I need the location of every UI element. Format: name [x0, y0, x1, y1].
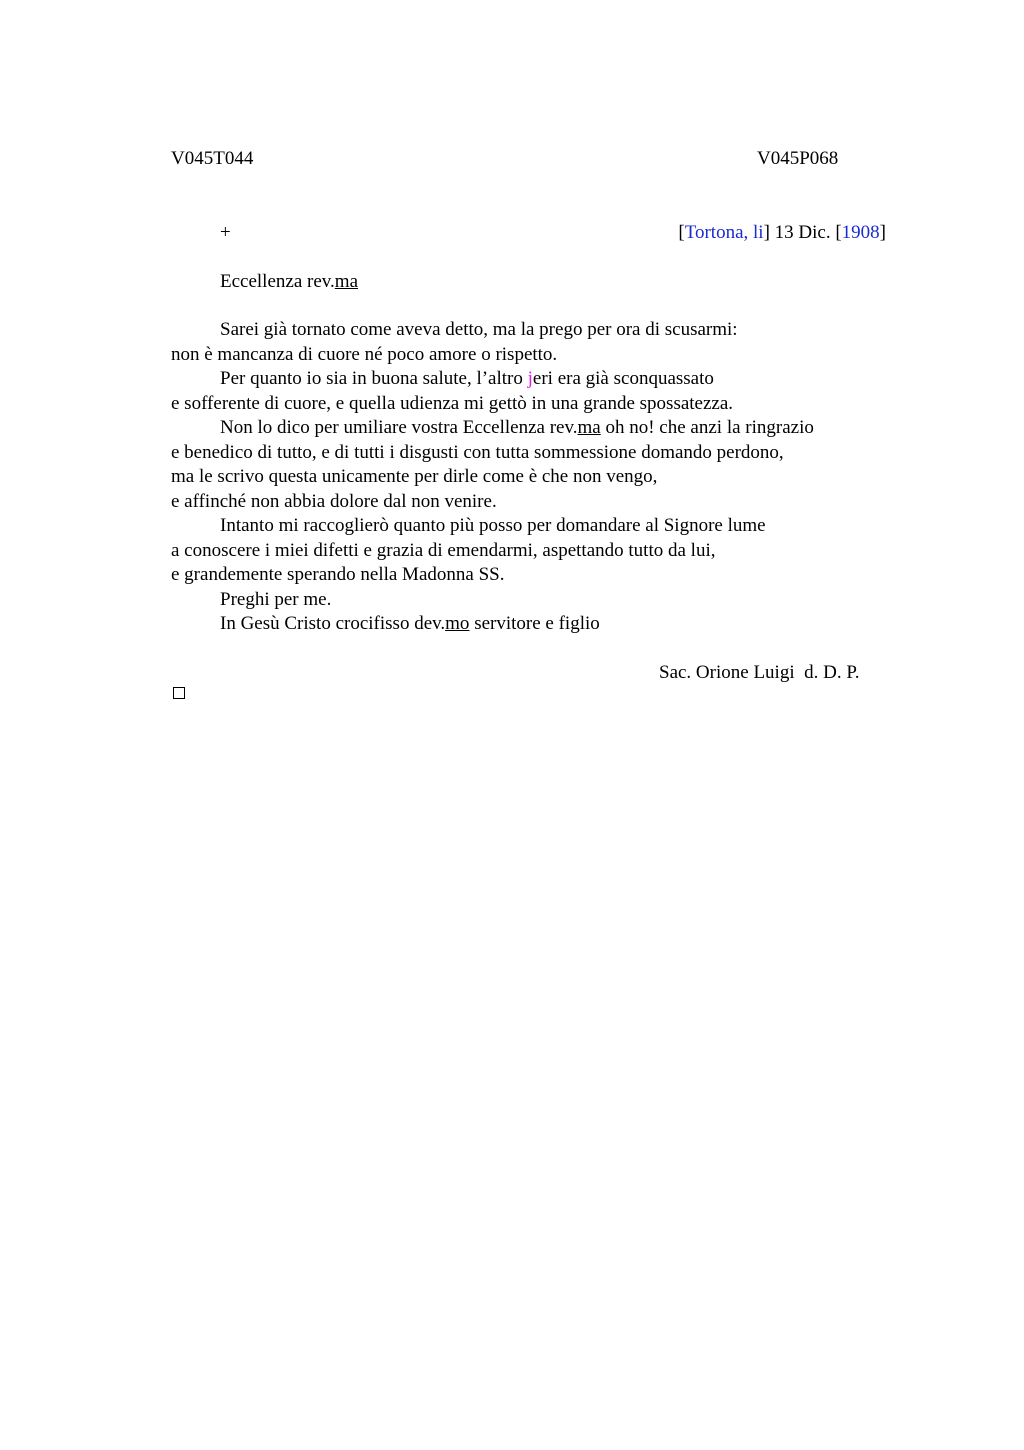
body-line-13: [171, 612, 891, 637]
square-outline-icon: [173, 687, 185, 699]
body-line-8: e affinché non abbia dolore dal non venire.: [171, 490, 497, 512]
document-code-left: V045T044: [171, 148, 254, 169]
body-line-4: e sofferente di cuore, e quella udienza mi gettò in una grande spossatezza.: [171, 392, 734, 414]
body-line-5-before: Non lo dico per umiliare vostra Eccellenza rev.: [220, 417, 578, 438]
body-line-7: ma le scrivo questa unicamente per dirle come è che non vengo,: [171, 466, 658, 487]
date-year: 1908: [841, 222, 880, 243]
dateline: [678, 223, 886, 242]
body-line-13-abbrev: mo: [445, 613, 470, 634]
body-line-1: Sarei già tornato come aveva detto, ma la prego per ora di scusarmi:: [220, 319, 738, 340]
body-line-5-after: oh no! che anzi la ringrazio: [600, 417, 814, 438]
body-line-3: [171, 367, 891, 392]
date-year-bracket-open: [: [835, 222, 842, 243]
body-line-11: e grandemente sperando nella Madonna SS.: [171, 564, 505, 585]
date-bracket-open: [: [678, 222, 685, 243]
body-line-13-before: In Gesù Cristo crocifisso dev.: [220, 613, 446, 634]
date-year-bracket-close: ]: [879, 222, 886, 243]
body-line-5-abbrev: ma: [577, 417, 601, 438]
body-line-3-before: Per quanto io sia in buona salute, l’altro: [220, 368, 528, 389]
date-day-month: 13 Dic.: [769, 222, 836, 243]
body-line-3-after: eri era già sconquassato: [532, 368, 714, 389]
date-bracket-close: ]: [763, 222, 770, 243]
body-line-13-after: servitore e figlio: [469, 613, 600, 634]
salutation: [220, 272, 358, 291]
body-line-5: [171, 416, 891, 441]
body-line-2: non è mancanza di cuore né poco amore o rispetto.: [171, 343, 558, 365]
salutation-prefix: Eccellenza rev.: [220, 271, 335, 292]
body-line-6: e benedico di tutto, e di tutti i disgusti con tutta sommessione domando perdono,: [171, 441, 784, 463]
salutation-abbrev: ma: [334, 271, 359, 292]
letter-body: [171, 318, 891, 637]
body-line-12: Preghi per me.: [220, 588, 332, 610]
date-place: Tortona, li: [684, 222, 764, 243]
body-line-9: Intanto mi raccoglierò quanto più posso per domandare al Signore lume: [220, 515, 766, 536]
body-line-10: a conoscere i miei difetti e grazia di emendarmi, aspettando tutto da lui,: [171, 539, 716, 561]
correction-highlight: j: [527, 368, 533, 389]
signature: Sac. Orione Luigi d. D. P.: [659, 662, 860, 683]
cross-mark: +: [220, 222, 231, 243]
document-code-right: V045P068: [757, 148, 839, 169]
